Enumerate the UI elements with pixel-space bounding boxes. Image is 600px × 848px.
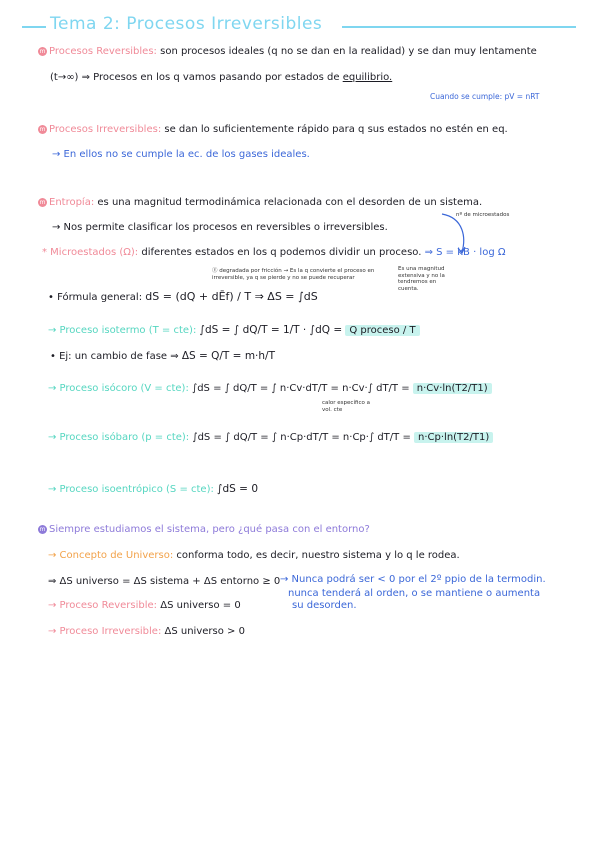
universe-text: conforma todo, es decir, nuestro sistema y lo q le rodea. [176,550,460,561]
phase-change-eq: ΔS = Q/T = m·h/T [181,350,275,362]
process-isochoric [48,383,492,394]
reversible-text-1: son procesos ideales (q no se dan en la realidad) y se dan muy lentamente [160,46,537,57]
general-formula-label: • Fórmula general: [48,292,143,303]
page-title: Tema 2: Procesos Irreversibles [50,14,323,34]
entropy-text-2: → Nos permite clasificar los procesos en reversibles o irreversibles. [52,222,388,233]
reversible-text-2: (t→∞) ⇒ Procesos en los q vamos pasando por estados de [50,72,340,83]
entropy-label: Entropía: [49,197,95,208]
isentropic-eq: ∫dS = 0 [217,483,259,495]
universe-label: → Concepto de Universo: [48,550,174,561]
friction-note: Ⓔ degradada por fricción → Es la q convierte el proceso en irreversible, ya q se pierde y no se puede recuperar [212,268,375,281]
bullet-icon: m [39,48,46,55]
universe-question: Siempre estudiamos el sistema, pero ¿qué pasa con el entorno? [49,524,370,535]
irreversible-universe-eq: ΔS universo > 0 [164,626,245,637]
section-universe [38,524,370,535]
process-phase-change [50,350,275,362]
microstates-label: * Microestados (Ω): [42,247,139,258]
irreversible-label: Procesos Irreversibles: [49,124,162,135]
isobaric-eq: ∫dS = ∫ dQ/T = ∫ n·Cp·dT/T = n·Cp·∫ dT/T = [192,432,411,443]
universe-concept-line [48,550,460,561]
ideal-gas-note: Cuando se cumple: pV = nRT [430,92,540,101]
isothermal-label: → Proceso isotermo (T = cte): [48,325,197,336]
title-rule-right [342,26,576,28]
isochoric-result: n·Cv·ln(T2/T1) [413,383,492,394]
curved-arrow-icon [440,212,470,256]
isothermal-eq: ∫dS = ∫ dQ/T = 1/T · ∫dQ = [199,324,343,336]
irreversible-text-2: → En ellos no se cumple la ec. de los gases ideales. [52,149,310,160]
phase-change-label: • Ej: un cambio de fase ⇒ [50,351,179,362]
process-isothermal [48,324,420,336]
universe-note-2: nunca tenderá al orden, o se mantiene o aumenta [288,588,541,599]
irreversible-universe-line [48,626,245,637]
specific-heat-note: calor específico a vol. cte [322,400,370,413]
irreversible-text-1: se dan lo suficientemente rápido para q sus estados no estén en eq. [164,124,508,135]
reversible-line-2 [50,72,392,83]
microstates-text: diferentes estados en los q podemos dividir un proceso. [141,247,422,258]
irreversible-universe-label: → Proceso Irreversible: [48,626,162,637]
entropy-text-1: es una magnitud termodinámica relacionada con el desorden de un sistema. [97,197,483,208]
process-isentropic [48,483,258,495]
bullet-icon: m [39,526,46,533]
isochoric-eq: ∫dS = ∫ dQ/T = ∫ n·Cv·dT/T = n·Cv·∫ dT/T = [192,383,410,394]
isentropic-label: → Proceso isoentrópico (S = cte): [48,484,214,495]
reversible-universe-label: → Proceso Reversible: [48,600,158,611]
process-isobaric [48,432,493,443]
isochoric-label: → Proceso isócoro (V = cte): [48,383,189,394]
isothermal-result: Q proceso / T [345,325,419,336]
section-reversible [38,46,537,57]
section-entropy [38,197,482,208]
boltzmann-formula: ⇒ S = kB · log Ω [424,247,506,258]
bullet-icon: m [39,199,46,206]
general-formula: dS = (dQ + dĒf) / T ⇒ ΔS = ∫dS [145,290,318,303]
reversible-eq-word: equilibrio. [342,72,393,83]
isobaric-result: n·Cp·ln(T2/T1) [414,432,493,443]
microstates-line [42,247,506,258]
microstates-count-note: nº de microestados [456,212,510,218]
reversible-universe-eq: ΔS universo = 0 [160,600,241,611]
isobaric-label: → Proceso isóbaro (p = cte): [48,432,190,443]
title-rule-left [22,26,46,28]
general-formula-line [48,290,318,303]
section-irreversible [38,124,508,135]
reversible-universe-line [48,600,241,611]
extensive-note: Es una magnitud extensiva y no la tendremos en cuenta. [398,266,445,292]
universe-equation: ⇒ ΔS universo = ΔS sistema + ΔS entorno ≥ 0 [48,576,281,587]
bullet-icon: m [39,126,46,133]
reversible-label: Procesos Reversibles: [49,46,157,57]
universe-note-1: → Nunca podrá ser < 0 por el 2º ppio de la termodin. [280,574,546,585]
universe-note-3: su desorden. [292,600,357,611]
